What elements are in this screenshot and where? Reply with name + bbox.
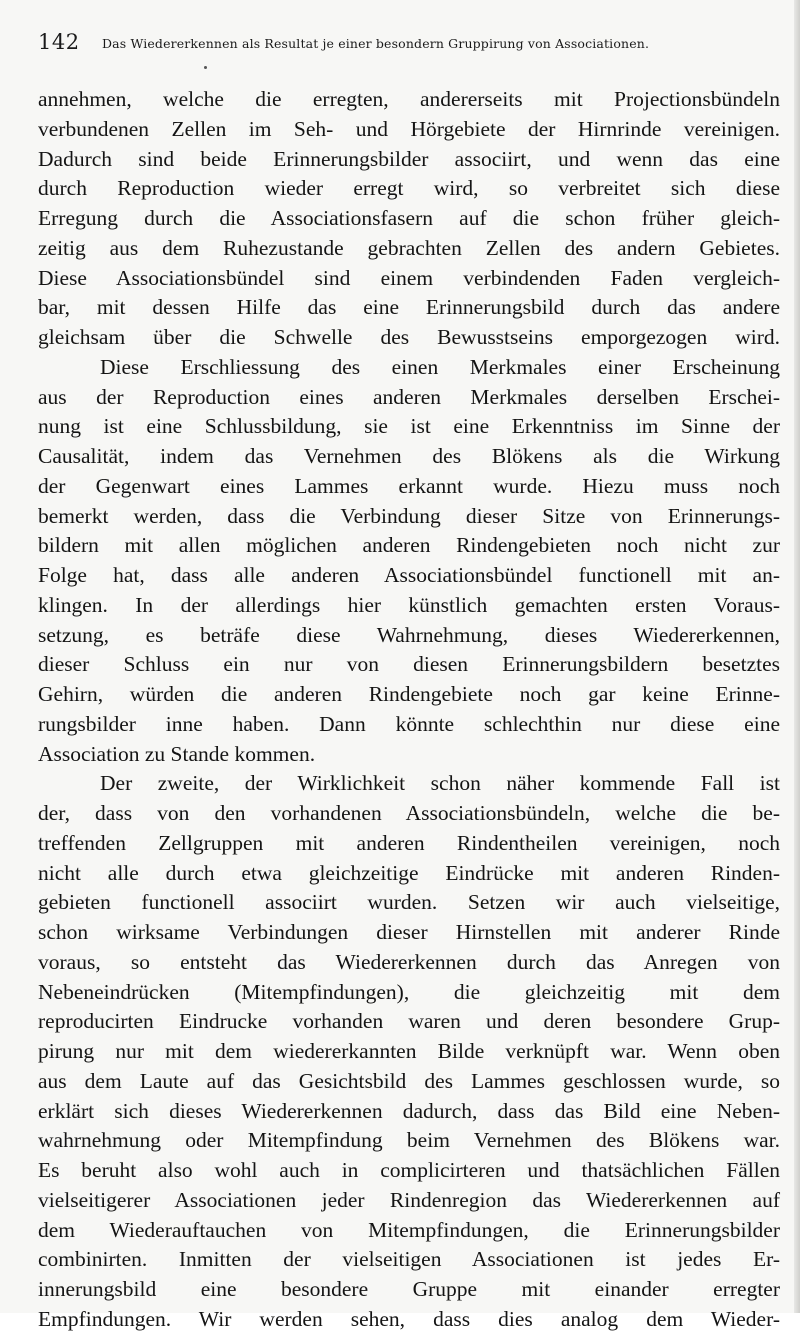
text-line: nicht alle durch etwa gleichzeitige Eindrücke mit anderen Rinden- <box>38 860 780 885</box>
text-line: Causalität, indem das Vernehmen des Blökens als die Wirkung <box>38 444 780 468</box>
text-line: Es beruht also wohl auch in complicirteren und thatsächlichen Fällen <box>38 1158 780 1182</box>
running-title: Das Wiedererkennen als Resultat je einer besondern Gruppirung von Associationen. <box>102 36 650 51</box>
text-line: der Gegenwart eines Lammes erkannt wurde. Hiezu muss noch <box>38 473 780 498</box>
text-line: reproducirten Eindrucke vorhanden waren und deren besondere Grup- <box>38 1009 780 1034</box>
body-text <box>38 85 780 1335</box>
running-head <box>38 30 778 60</box>
paragraph-first-line: Diese Erschliessung des einen Merkmales einer Erscheinung <box>100 354 780 379</box>
text-line: dem Wiederauftauchen von Mitempfindungen, die Erinnerungsbilder <box>38 1217 780 1242</box>
text-line: innerungsbild eine besondere Gruppe mit einander erregter <box>38 1277 780 1301</box>
text-line: Folge hat, dass alle anderen Associationsbündel functionell mit an- <box>38 563 780 587</box>
text-line: vielseitigerer Associationen jeder Rindenregion das Wiedererkennen auf <box>38 1187 780 1212</box>
text-line: bildern mit allen möglichen anderen Rindengebieten noch nicht zur <box>38 533 780 558</box>
paragraph-first-line: Der zweite, der Wirklichkeit schon näher kommende Fall ist <box>100 771 780 796</box>
text-line: gleichsam über die Schwelle des Bewusstseins emporgezogen wird. <box>38 325 780 349</box>
text-line: bar, mit dessen Hilfe das eine Erinnerungsbild durch das andere <box>38 295 780 320</box>
text-line: verbundenen Zellen im Seh- und Hörgebiete der Hirnrinde vereinigen. <box>38 116 780 141</box>
paragraph-last-line: Association zu Stande kommen. <box>38 741 316 766</box>
text-line: der, dass von den vorhandenen Associationsbündeln, welche die be- <box>38 801 780 825</box>
text-line: nung ist eine Schlussbildung, sie ist eine Erkenntniss im Sinne der <box>38 414 780 439</box>
text-line: aus dem Laute auf das Gesichtsbild des Lammes geschlossen wurde, so <box>38 1068 780 1093</box>
text-line: pirung nur mit dem wiedererkannten Bilde verknüpft war. Wenn oben <box>38 1039 780 1063</box>
text-line: Diese Associationsbündel sind einem verbindenden Faden vergleich- <box>38 265 780 290</box>
text-line: gebieten functionell associirt wurden. Setzen wir auch vielseitige, <box>38 890 780 915</box>
text-line: setzung, es beträfe diese Wahrnehmung, dieses Wiedererkennen, <box>38 622 780 647</box>
text-line: combinirten. Inmitten der vielseitigen Associationen ist jedes Er- <box>38 1247 780 1272</box>
text-line: Empfindungen. Wir werden sehen, dass dies analog dem Wieder- <box>38 1306 780 1331</box>
ink-speck <box>204 66 207 69</box>
text-line: wahrnehmung oder Mitempfindung beim Vernehmen des Blökens war. <box>38 1128 780 1153</box>
text-line: annehmen, welche die erregten, andererseits mit Projectionsbündeln <box>38 87 780 111</box>
text-line: aus der Reproduction eines anderen Merkmales derselben Erschei- <box>38 384 780 409</box>
text-line: bemerkt werden, dass die Verbindung dieser Sitze von Erinnerungs- <box>38 503 780 528</box>
text-line: dieser Schluss ein nur von diesen Erinnerungsbildern besetztes <box>38 652 780 677</box>
text-line: Nebeneindrücken (Mitempfindungen), die gleichzeitig mit dem <box>38 979 780 1004</box>
text-line: rungsbilder inne haben. Dann könnte schlechthin nur diese eine <box>38 711 780 736</box>
text-line: treffenden Zellgruppen mit anderen Rindentheilen vereinigen, noch <box>38 830 780 855</box>
text-line: Gehirn, würden die anderen Rindengebiete noch gar keine Erinne- <box>38 682 780 706</box>
text-line: schon wirksame Verbindungen dieser Hirnstellen mit anderer Rinde <box>38 920 780 944</box>
text-line: durch Reproduction wieder erregt wird, so verbreitet sich diese <box>38 176 780 201</box>
text-line: zeitig aus dem Ruhezustande gebrachten Zellen des andern Gebietes. <box>38 235 780 260</box>
text-line: klingen. In der allerdings hier künstlich gemachten ersten Voraus- <box>38 592 780 617</box>
text-line: voraus, so entsteht das Wiedererkennen durch das Anregen von <box>38 949 780 974</box>
page-edge-shadow <box>794 0 800 1313</box>
text-line: erklärt sich dieses Wiedererkennen dadurch, dass das Bild eine Neben- <box>38 1098 780 1123</box>
text-line: Dadurch sind beide Erinnerungsbilder associirt, und wenn das eine <box>38 146 780 171</box>
page-number: 142 <box>38 30 80 54</box>
text-line: Erregung durch die Associationsfasern auf die schon früher gleich- <box>38 206 780 230</box>
